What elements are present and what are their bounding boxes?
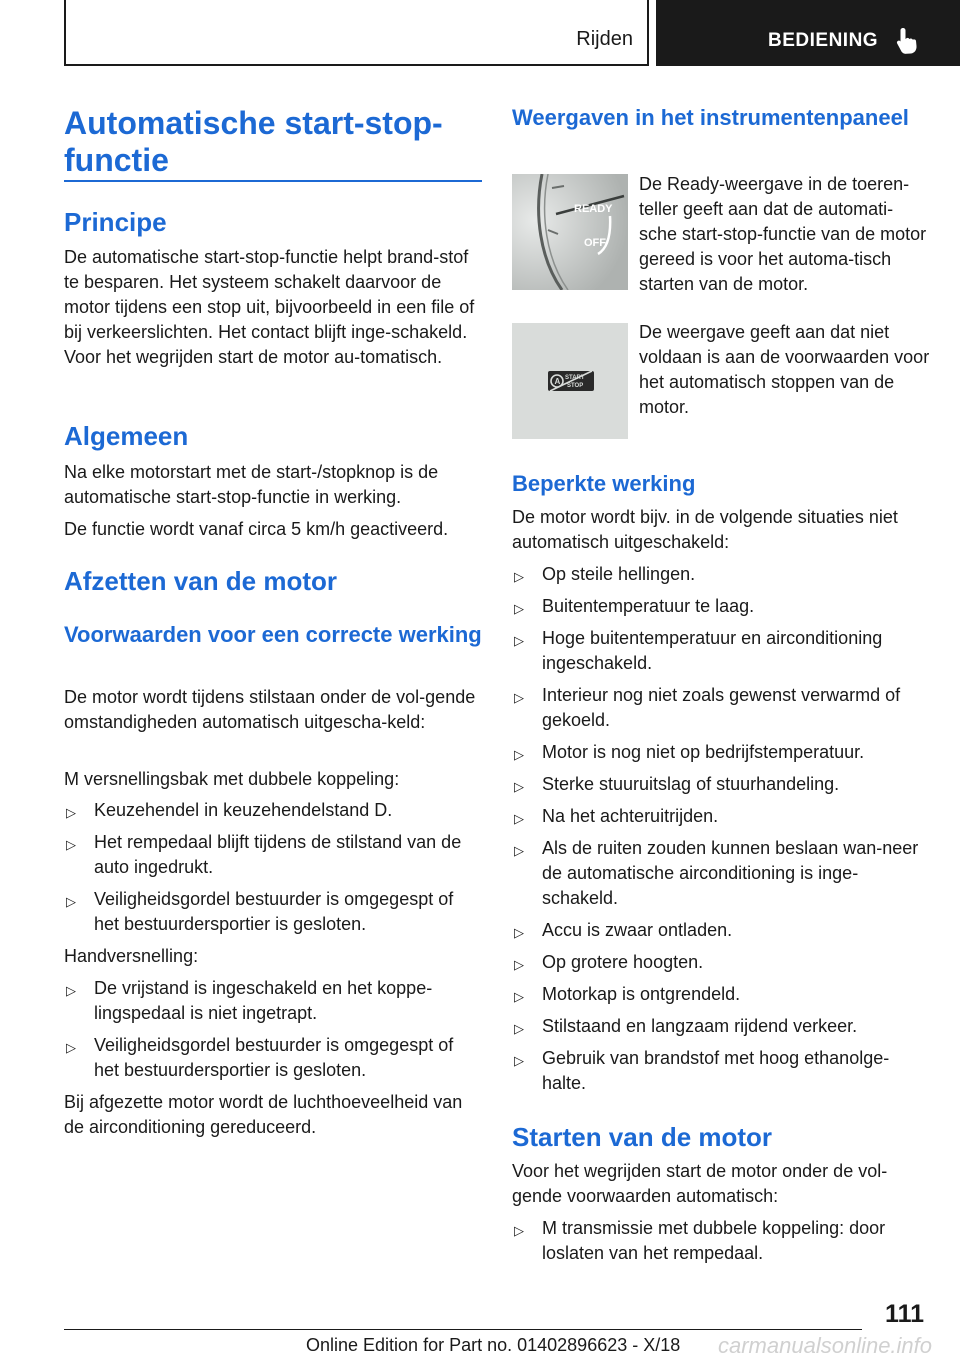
- warning-description: De weergave geeft aan dat niet voldaan is aan de voorwaarden voor het automatisch stoppen van de motor.: [639, 322, 930, 417]
- beperkte-text: De motor wordt bijv. in de volgende situaties niet automatisch uitgeschakeld:: [512, 507, 898, 552]
- list-item: ▷ Na het achteruitrijden.: [512, 804, 930, 829]
- triangle-bullet-icon: ▷: [66, 983, 76, 998]
- list-item: ▷ Accu is zwaar ontladen.: [512, 918, 930, 943]
- triangle-bullet-icon: ▷: [514, 811, 524, 826]
- list-item: ▷ Interieur nog niet zoals gewenst verwarmd of gekoeld.: [514, 685, 901, 730]
- starten-text: Voor het wegrijden start de motor onder de vol-gende voorwaarden automatisch:: [512, 1161, 888, 1206]
- list-item: ▷ M transmissie met dubbele koppeling: door loslaten van het rempedaal.: [514, 1218, 886, 1263]
- watermark: carmanualsonline.info: [718, 1333, 933, 1358]
- svg-text:START: START: [565, 375, 585, 381]
- heading-starten: Starten van de motor: [512, 1122, 773, 1152]
- footer-divider: [64, 1329, 862, 1330]
- svg-text:READY: READY: [574, 203, 613, 215]
- start-stop-warning-image: [512, 323, 628, 439]
- list-item: ▷ Op grotere hoogten.: [512, 950, 930, 975]
- heading-afzetten: Afzetten van de motor: [64, 566, 338, 596]
- heading-voorwaarden: Voorwaarden voor een correcte werking: [64, 622, 482, 647]
- starten-list: [512, 1216, 930, 1273]
- svg-text:A: A: [554, 377, 561, 386]
- beperkte-list: [512, 562, 930, 1103]
- list-item: ▷ Sterke stuuruitslag of stuurhandeling.: [512, 772, 930, 797]
- triangle-bullet-icon: ▷: [66, 837, 76, 852]
- list-item: ▷ Motor is nog niet op bedrijfstemperatuur.: [512, 740, 930, 765]
- m-gearbox-list: [64, 798, 482, 944]
- list-item: ▷ Gebruik van brandstof met hoog ethanolge-halte.: [514, 1048, 890, 1093]
- closing-text: Bij afgezette motor wordt de luchthoeveelheid van de airconditioning gereduceerd.: [64, 1092, 463, 1137]
- voorwaarden-text: De motor wordt tijdens stilstaan onder de vol-gende omstandigheden automatisch uitgescha-keld:: [64, 687, 476, 732]
- algemeen-text-2: De functie wordt vanaf circa 5 km/h geactiveerd.: [64, 519, 449, 539]
- edition-text: Online Edition for Part no. 01402896623 - X/18: [306, 1335, 681, 1355]
- svg-text:STOP: STOP: [567, 383, 584, 389]
- list-item: ▷ Hoge buitentemperatuur en airconditioning ingeschakeld.: [514, 628, 883, 673]
- m-gearbox-label: M versnellingsbak met dubbele koppeling:: [64, 769, 400, 789]
- header-section-label: Rijden: [576, 28, 633, 50]
- triangle-bullet-icon: ▷: [66, 1040, 76, 1055]
- triangle-bullet-icon: ▷: [514, 779, 524, 794]
- triangle-bullet-icon: ▷: [514, 690, 524, 705]
- triangle-bullet-icon: ▷: [514, 1223, 524, 1238]
- triangle-bullet-icon: ▷: [66, 805, 76, 820]
- list-item: ▷ Als de ruiten zouden kunnen beslaan wan-neer de automatische airconditioning is inge-schakeld.: [514, 838, 919, 908]
- list-item: ▷ Het rempedaal blijft tijdens de stilstand van de auto ingedrukt.: [66, 832, 462, 877]
- title-divider: [64, 180, 482, 182]
- triangle-bullet-icon: ▷: [514, 957, 524, 972]
- header-chapter-tab: [656, 0, 960, 66]
- list-item: ▷ Veiligheidsgordel bestuurder is omgegespt of het bestuurdersportier is gesloten.: [66, 1035, 454, 1080]
- list-item: ▷ Keuzehendel in keuzehendelstand D.: [64, 798, 482, 823]
- svg-text:OFF: OFF: [584, 237, 606, 249]
- triangle-bullet-icon: ▷: [514, 925, 524, 940]
- algemeen-text-1: Na elke motorstart met de start-/stopknop is de automatische start-stop-functie in werking.: [64, 462, 439, 507]
- list-item: ▷ Buitentemperatuur te laag.: [512, 594, 930, 619]
- ready-description: De Ready-weergave in de toeren-teller geeft aan dat de automati-sche start-stop-functie van de motor gereed is voor het automa-tisch starten van de motor.: [639, 174, 927, 294]
- manual-gearbox-label: Handversnelling:: [64, 946, 199, 966]
- start-stop-warning-icon: [512, 323, 628, 439]
- principe-text: De automatische start-stop-functie helpt brand-stof te besparen. Het systeem schakelt daarvoor de motor tijdens een stop uit, bijvoorbeeld in een file of bij verkeerslichten. Het contact blijft inge-schakeld. Voor het wegrijden start de motor au-tomatisch.: [64, 247, 475, 367]
- triangle-bullet-icon: ▷: [514, 601, 524, 616]
- list-item: ▷ Op steile hellingen.: [512, 562, 930, 587]
- list-item: ▷ Motorkap is ontgrendeld.: [512, 982, 930, 1007]
- header-chapter-label: BEDIENING: [768, 30, 879, 51]
- ready-gauge-image: [512, 174, 628, 290]
- triangle-bullet-icon: ▷: [514, 633, 524, 648]
- page-title: Automatische start-stop-functie: [64, 105, 443, 178]
- header-section-tab: [64, 0, 649, 66]
- heading-weergaven: Weergaven in het instrumentenpaneel: [512, 105, 909, 130]
- triangle-bullet-icon: ▷: [514, 989, 524, 1004]
- triangle-bullet-icon: ▷: [514, 1053, 524, 1068]
- heading-principe: Principe: [64, 207, 167, 237]
- heading-beperkte: Beperkte werking: [512, 471, 696, 496]
- hand-pointer-icon: [894, 26, 920, 56]
- triangle-bullet-icon: ▷: [514, 1021, 524, 1036]
- triangle-bullet-icon: ▷: [514, 843, 524, 858]
- triangle-bullet-icon: ▷: [514, 569, 524, 584]
- list-item: ▷ Veiligheidsgordel bestuurder is omgegespt of het bestuurdersportier is gesloten.: [66, 889, 454, 934]
- list-item: ▷ Stilstaand en langzaam rijdend verkeer.: [512, 1014, 930, 1039]
- manual-gearbox-list: [64, 976, 482, 1090]
- page-number: 111: [885, 1300, 924, 1328]
- tachometer-icon: [512, 174, 628, 290]
- triangle-bullet-icon: ▷: [514, 747, 524, 762]
- heading-algemeen: Algemeen: [64, 421, 189, 451]
- triangle-bullet-icon: ▷: [66, 894, 76, 909]
- list-item: ▷ De vrijstand is ingeschakeld en het koppe-lingspedaal is niet ingetrapt.: [66, 978, 433, 1023]
